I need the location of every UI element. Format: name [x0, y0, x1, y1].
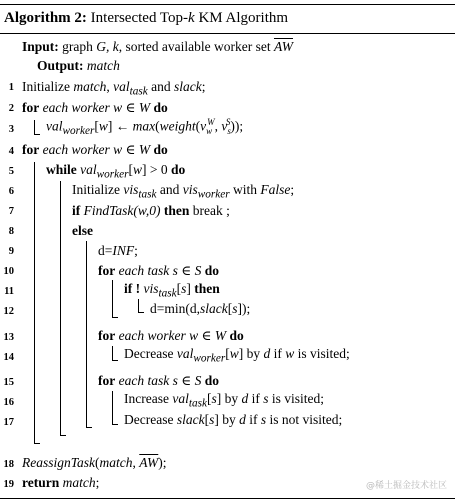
block-bracket: [86, 241, 87, 428]
code-line-2: for each worker w ∈ W do: [22, 100, 168, 115]
block-bracket: [138, 312, 144, 313]
block-bracket: [112, 317, 118, 318]
bottom-rule: [0, 498, 455, 499]
code-line-15: for each task s ∈ S do: [98, 373, 219, 388]
line-number: 12: [3, 306, 14, 317]
code-line-3: val$_{worker}$[w] ← $\max(weight(v_w^W$, $v_s^S$));: [46, 117, 244, 138]
line-number: 1: [8, 82, 14, 93]
line-number: 15: [3, 377, 14, 388]
watermark: @稀土掘金技术社区: [365, 481, 447, 491]
algorithm-label: Algorithm 2:: [4, 10, 87, 26]
line-number: 10: [3, 266, 14, 277]
title-rule: [0, 33, 455, 34]
code-line-9: d=INF;: [98, 243, 138, 258]
line-number: 4: [8, 146, 14, 157]
code-line-13: for each worker w ∈ W do: [98, 328, 244, 343]
block-bracket: [60, 435, 66, 436]
block-bracket: [86, 427, 92, 428]
input-line: Input: graph G, k, sorted available worker set $\overline{AW}$: [22, 39, 293, 54]
block-bracket: [34, 443, 40, 444]
code-line-1: Initialize match, val$_{task}$ and slack;: [22, 79, 206, 98]
line-number: 2: [8, 103, 14, 114]
top-rule: [0, 4, 455, 5]
code-line-5: while val$_{worker}$[w] > 0 do: [46, 162, 186, 181]
block-bracket: [34, 162, 35, 444]
code-line-7: if FindTask(w,0) then break ;: [72, 203, 230, 218]
output-line: Output: match: [37, 58, 120, 73]
line-number: 13: [3, 332, 14, 343]
line-number: 14: [3, 352, 14, 363]
block-bracket: [60, 181, 61, 436]
code-line-8: else: [72, 223, 93, 238]
line-number: 3: [8, 124, 14, 135]
line-number: 18: [3, 459, 14, 470]
worker-set-aw: $\overline{AW}$: [273, 39, 293, 54]
block-bracket: [112, 360, 118, 361]
line-number: 7: [8, 206, 14, 217]
code-line-19: return match;: [22, 475, 100, 490]
line-number: 17: [3, 417, 14, 428]
block-bracket: [34, 134, 40, 135]
block-bracket: [138, 299, 139, 313]
block-bracket: [34, 120, 35, 135]
line-number: 16: [3, 397, 14, 408]
algorithm-title: Algorithm 2: Intersected Top-k KM Algorithm: [4, 10, 289, 26]
code-line-14: Decrease val$_{worker}$[w] by d if w is visited;: [124, 346, 350, 365]
code-line-6: Initialize vis$_{task}$ and vis$_{worker}$ with False;: [72, 182, 295, 201]
code-line-18: ReassignTask(match, $\overline{AW}$);: [22, 455, 167, 470]
code-line-10: for each task s ∈ S do: [98, 263, 219, 278]
line-number: 5: [8, 166, 14, 177]
code-line-12: d=min(d,slack[s]);: [150, 301, 251, 316]
line-number: 19: [3, 479, 14, 490]
line-number: 11: [4, 286, 14, 297]
line-number: 6: [8, 186, 14, 197]
code-line-17: Decrease slack[s] by d if s is not visited;: [124, 412, 343, 427]
code-line-4: for each worker w ∈ W do: [22, 142, 168, 157]
code-line-16: Increase val$_{task}$[s] by d if s is visited;: [124, 391, 325, 410]
line-number: 8: [8, 226, 14, 237]
block-bracket: [112, 424, 118, 425]
code-line-11: if ! vis$_{task}$[s] then: [124, 281, 220, 300]
block-bracket: [112, 391, 113, 425]
block-bracket: [112, 280, 113, 318]
line-number: 9: [8, 246, 14, 257]
block-bracket: [112, 346, 113, 361]
